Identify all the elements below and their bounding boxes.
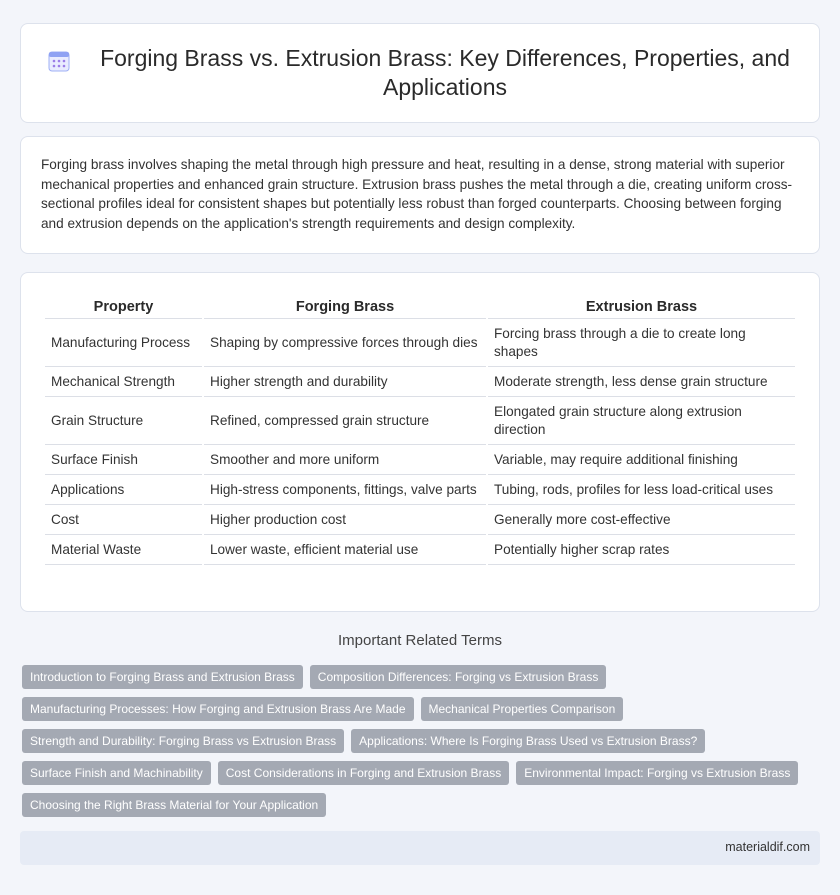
table-row (45, 397, 795, 445)
calendar-grid-icon (48, 50, 70, 72)
table-cell: Lower waste, efficient material use (204, 535, 486, 565)
column-header-forging: Forging Brass (204, 297, 486, 319)
related-terms-list (22, 665, 822, 825)
table-row (45, 535, 795, 565)
table-cell: Potentially higher scrap rates (488, 535, 795, 565)
table-row (45, 445, 795, 475)
table-row (45, 367, 795, 397)
intro-paragraph: Forging brass involves shaping the metal through high pressure and heat, resulting in a dense, strong material with superior mechanical properties and enhanced grain structure. Extrusion brass pushes the metal through a die, creating uniform cross-sectional profiles ideal for consistent shapes but potentially less robust than forged counterparts. Choosing between forging and extrusion depends on the application's strength requirements and design complexity. (41, 157, 793, 231)
related-terms-title: Important Related Terms (338, 632, 502, 649)
table-cell: Material Waste (45, 535, 202, 565)
table-cell: Surface Finish (45, 445, 202, 475)
related-term-tag[interactable]: Choosing the Right Brass Material for Your Application (22, 793, 326, 817)
table-row (45, 319, 795, 367)
table-cell: Generally more cost-effective (488, 505, 795, 535)
table-cell: Higher production cost (204, 505, 486, 535)
page-title: Forging Brass vs. Extrusion Brass: Key Differences, Properties, and Applications (100, 45, 790, 100)
table-cell: Manufacturing Process (45, 319, 202, 367)
table-cell: Mechanical Strength (45, 367, 202, 397)
intro-card (20, 136, 820, 254)
table-cell: Applications (45, 475, 202, 505)
table-cell: Smoother and more uniform (204, 445, 486, 475)
table-cell: Tubing, rods, profiles for less load-critical uses (488, 475, 795, 505)
table-cell: Moderate strength, less dense grain structure (488, 367, 795, 397)
related-term-tag[interactable]: Surface Finish and Machinability (22, 761, 211, 785)
table-cell: Refined, compressed grain structure (204, 397, 486, 445)
table-cell: Shaping by compressive forces through dies (204, 319, 486, 367)
table-cell: Higher strength and durability (204, 367, 486, 397)
table-cell: High-stress components, fittings, valve parts (204, 475, 486, 505)
table-cell: Cost (45, 505, 202, 535)
column-header-extrusion: Extrusion Brass (488, 297, 795, 319)
related-term-tag[interactable]: Introduction to Forging Brass and Extrusion Brass (22, 665, 303, 689)
table-row (45, 505, 795, 535)
comparison-table (43, 297, 797, 565)
related-term-tag[interactable]: Applications: Where Is Forging Brass Used vs Extrusion Brass? (351, 729, 705, 753)
title-card (20, 23, 820, 123)
related-term-tag[interactable]: Mechanical Properties Comparison (421, 697, 624, 721)
table-cell: Grain Structure (45, 397, 202, 445)
related-term-tag[interactable]: Composition Differences: Forging vs Extrusion Brass (310, 665, 607, 689)
related-term-tag[interactable]: Environmental Impact: Forging vs Extrusion Brass (516, 761, 798, 785)
related-term-tag[interactable]: Cost Considerations in Forging and Extrusion Brass (218, 761, 509, 785)
column-header-property: Property (45, 297, 202, 319)
table-cell: Forcing brass through a die to create long shapes (488, 319, 795, 367)
table-cell: Variable, may require additional finishing (488, 445, 795, 475)
footer (20, 831, 820, 865)
table-row (45, 475, 795, 505)
related-term-tag[interactable]: Manufacturing Processes: How Forging and Extrusion Brass Are Made (22, 697, 414, 721)
related-term-tag[interactable]: Strength and Durability: Forging Brass vs Extrusion Brass (22, 729, 344, 753)
comparison-table-card (20, 272, 820, 612)
footer-site-link[interactable]: materialdif.com (725, 840, 810, 854)
table-cell: Elongated grain structure along extrusion direction (488, 397, 795, 445)
table-header-row (45, 297, 795, 319)
